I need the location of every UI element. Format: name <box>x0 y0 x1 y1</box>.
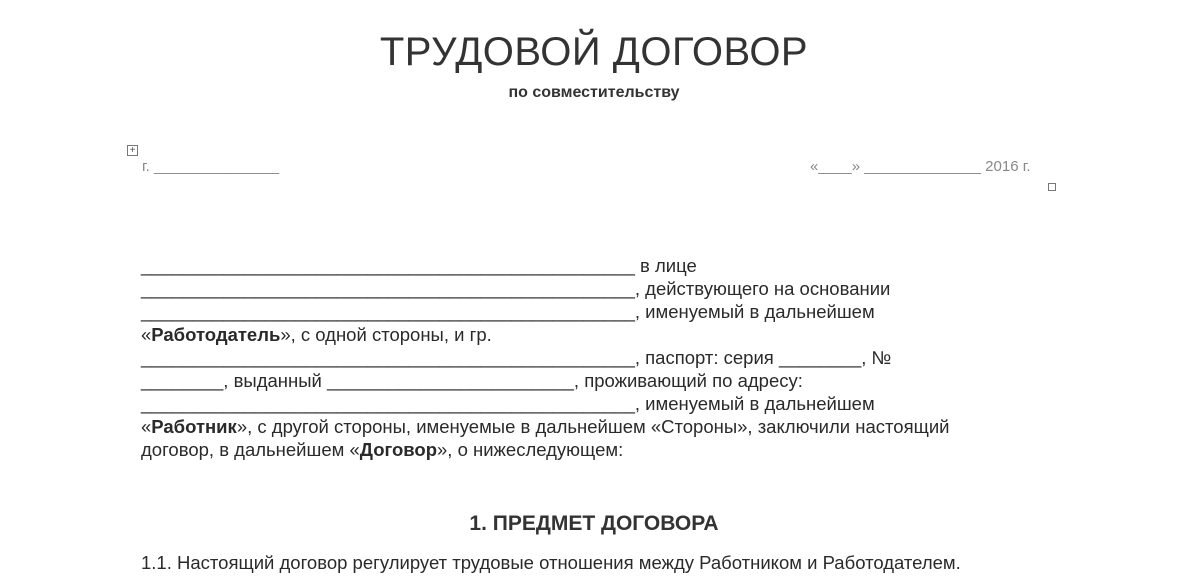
section-heading: 1. ПРЕДМЕТ ДОГОВОРА <box>469 512 719 535</box>
preamble-line-3: ________________________________________________, именуемый в дальнейшем <box>141 301 875 322</box>
preamble-line-6: ________, выданный ________________________, проживающий по адресу: <box>141 370 803 391</box>
quote-open: « <box>141 324 152 345</box>
quote-open: « <box>141 416 152 437</box>
document-title: ТРУДОВОЙ ДОГОВОР <box>379 30 809 74</box>
preamble-line-9 <box>141 438 1041 461</box>
clause-1-1: 1.1. Настоящий договор регулирует трудовые отношения между Работником и Работодателем. <box>141 552 961 573</box>
date-field: «____» ______________ 2016 г. <box>810 158 1031 175</box>
contract-preamble <box>141 254 1041 461</box>
preamble-line-9-rest: », о нижеследующем: <box>437 439 624 460</box>
preamble-line-8-rest: », с другой стороны, именуемые в дальнейшем «Стороны», заключили настоящий <box>236 416 950 437</box>
employer-term: Работодатель <box>151 324 281 345</box>
preamble-line-4-rest: », с одной стороны, и гр. <box>280 324 492 345</box>
contract-term: Договор <box>359 439 437 460</box>
preamble-line-9-start: договор, в дальнейшем « <box>141 439 360 460</box>
place-field: г. _______________ <box>142 158 280 175</box>
preamble-line-8 <box>141 415 1041 438</box>
preamble-line-1: ________________________________________________ в лице <box>141 255 697 276</box>
preamble-line-4 <box>141 323 1041 346</box>
preamble-line-5: ________________________________________________, паспорт: серия ________, № <box>141 347 892 368</box>
table-resize-handle-icon[interactable] <box>1048 183 1056 191</box>
document-subtitle: по совместительству <box>508 84 680 101</box>
preamble-line-2: ________________________________________________, действующего на основании <box>141 278 891 299</box>
employee-term: Работник <box>151 416 237 437</box>
preamble-line-7: ________________________________________________, именуемый в дальнейшем <box>141 393 875 414</box>
table-move-handle-icon[interactable]: + <box>127 145 138 156</box>
